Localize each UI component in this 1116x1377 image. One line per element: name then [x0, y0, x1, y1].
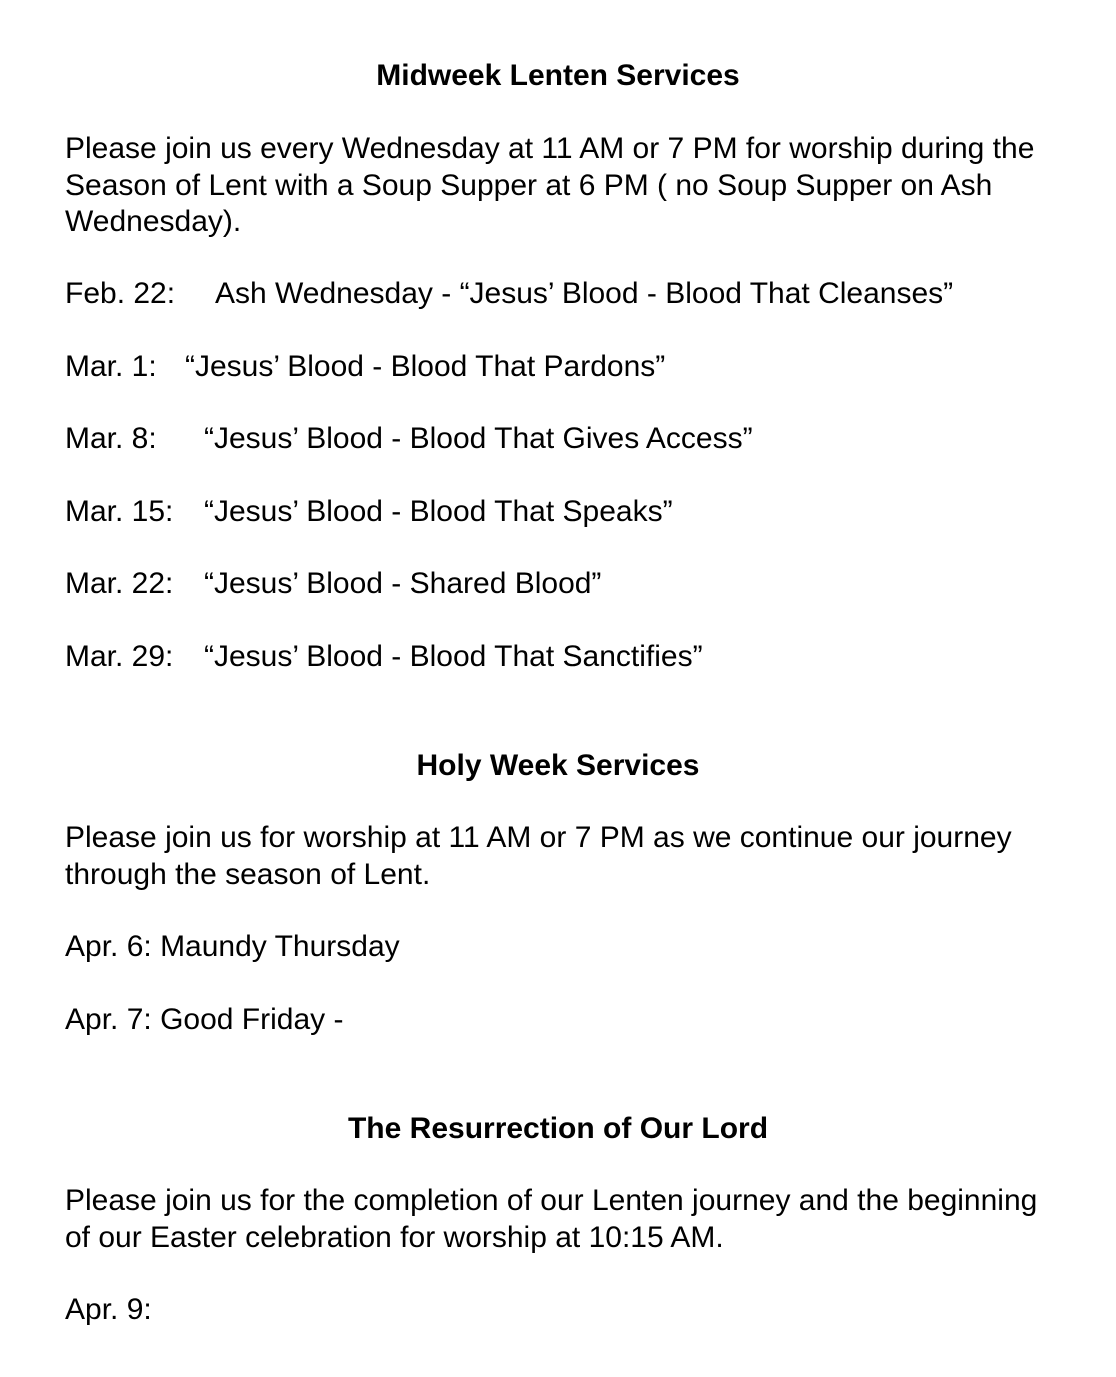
service-title: Ash Wednesday - “Jesus’ Blood - Blood That Cleanses” [215, 277, 954, 310]
service-date: Mar. 8: [65, 422, 157, 455]
service-date: Mar. 22: [65, 567, 174, 600]
service-date: Apr. 6: [65, 930, 152, 963]
service-title: “Jesus’ Blood - Blood That Sanctifies” [204, 640, 703, 673]
service-title: “Jesus’ Blood - Blood That Gives Access” [204, 422, 753, 455]
midweek-intro: Please join us every Wednesday at 11 AM or 7 PM for worship during the Season of Lent with a Soup Supper at 6 PM ( no Soup Supper on Ash Wednesday). [65, 132, 1035, 238]
service-line [65, 1002, 343, 1038]
service-line [65, 276, 953, 312]
resurrection-intro: Please join us for the completion of our Lenten journey and the beginning of our Easter celebration for worship at 10:15 AM. [65, 1184, 1038, 1254]
service-line [65, 639, 703, 675]
service-line [65, 349, 665, 385]
service-date: Apr. 9: [65, 1293, 152, 1326]
service-line [65, 929, 400, 965]
service-line [65, 566, 601, 602]
service-title: Good Friday - [160, 1003, 344, 1036]
service-date: Mar. 1: [65, 350, 157, 383]
holy-week-heading: Holy Week Services [416, 749, 700, 782]
resurrection-heading: The Resurrection of Our Lord [347, 1112, 769, 1145]
service-date: Mar. 29: [65, 640, 174, 673]
service-title: Maundy Thursday [160, 930, 400, 963]
service-line [65, 421, 753, 457]
service-date: Feb. 22: [65, 277, 176, 310]
service-date: Apr. 7: [65, 1003, 152, 1036]
service-line [65, 494, 673, 530]
service-title: “Jesus’ Blood - Blood That Pardons” [185, 350, 666, 383]
service-title: “Jesus’ Blood - Blood That Speaks” [204, 495, 673, 528]
service-line [65, 1292, 160, 1328]
midweek-heading: Midweek Lenten Services [376, 59, 740, 92]
holy-week-intro: Please join us for worship at 11 AM or 7 PM as we continue our journey through the season of Lent. [65, 821, 1012, 891]
service-date: Mar. 15: [65, 495, 174, 528]
service-title: “Jesus’ Blood - Shared Blood” [204, 567, 602, 600]
